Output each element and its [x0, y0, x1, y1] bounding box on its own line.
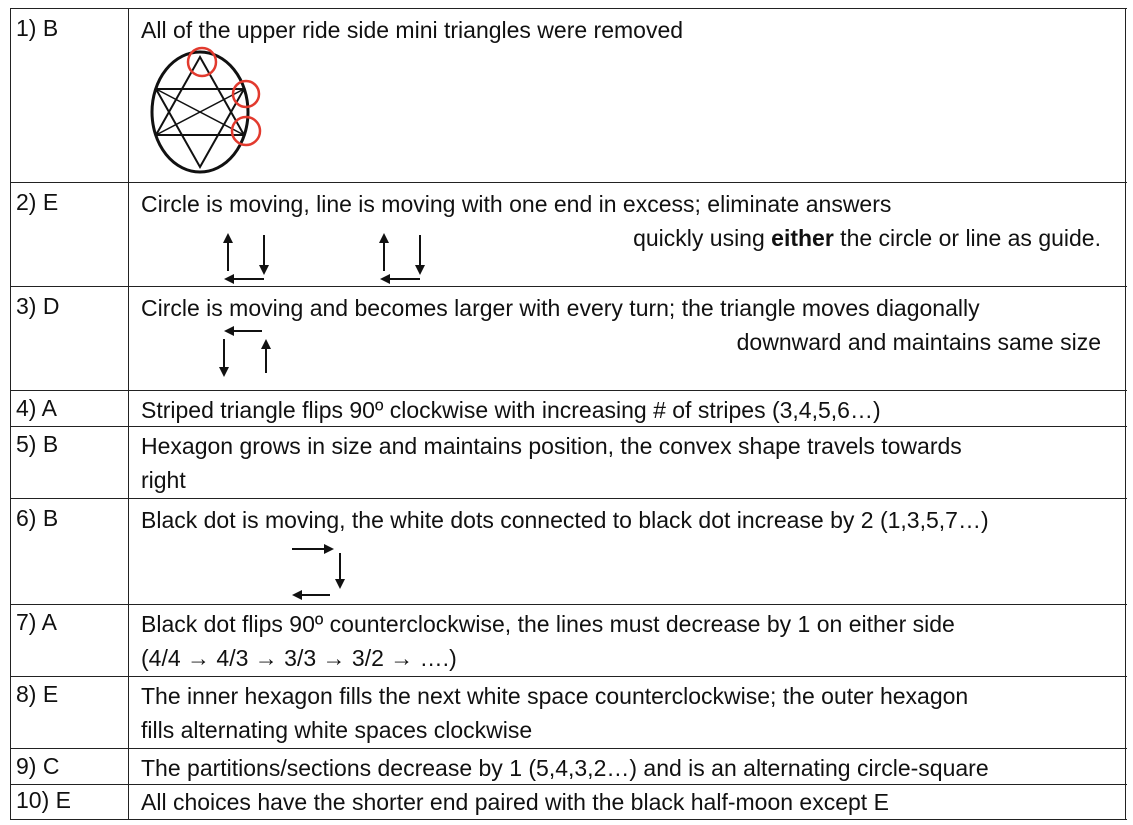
table-row: [10, 604, 1127, 677]
answer-number: 10) E: [16, 787, 71, 813]
explanation: All choices have the shorter end paired with the black half-moon except E: [141, 789, 889, 815]
explanation: The inner hexagon fills the next white space counterclockwise; the outer hexagon fills alternating white spaces clockwise: [141, 683, 969, 743]
star-of-david-diagram: [140, 47, 280, 177]
explanation: Striped triangle flips 90º clockwise with increasing # of stripes (3,4,5,6…): [141, 397, 881, 423]
arrow-icon: [290, 545, 350, 605]
explanation: The partitions/sections decrease by 1 (5,4,3,2…) and is an alternating circle-square: [141, 755, 989, 781]
table-row: [10, 182, 1127, 287]
table-row: [10, 8, 1127, 183]
table-row: [10, 390, 1127, 427]
table-row: [10, 426, 1127, 499]
arrow-icon: [218, 231, 278, 291]
explanation: Black dot flips 90º counterclockwise, the lines must decrease by 1 on either side (4/4 → 4/3 → 3/3 → 3/2 → ….): [141, 611, 955, 671]
table-row: [10, 676, 1127, 749]
answer-number: 6) B: [16, 505, 59, 531]
table-row: [10, 498, 1127, 605]
explanation: Circle is moving, line is moving with one end in excess; eliminate answers quickly using either the circle or line as guide.: [141, 191, 1101, 251]
table-row: [10, 286, 1127, 391]
answer-number: 2) E: [16, 189, 59, 215]
answer-number: 4) A: [16, 395, 57, 421]
answer-number: 3) D: [16, 293, 60, 319]
answer-number: 5) B: [16, 431, 59, 457]
table-row: [10, 784, 1127, 820]
explanation: Black dot is moving, the white dots connected to black dot increase by 2 (1,3,5,7…): [141, 507, 989, 533]
answer-number: 1) B: [16, 15, 59, 41]
answer-number: 9) C: [16, 753, 60, 779]
answer-table: [10, 8, 1127, 820]
explanation: All of the upper ride side mini triangles were removed: [141, 17, 684, 43]
explanation: Hexagon grows in size and maintains position, the convex shape travels towards right: [141, 433, 962, 493]
answer-number: 7) A: [16, 609, 57, 635]
arrow-icon: [214, 327, 274, 387]
explanation: Circle is moving and becomes larger with every turn; the triangle moves diagonally downward and maintains same size: [141, 295, 1101, 355]
arrow-icon: [374, 231, 434, 291]
table-row: [10, 748, 1127, 785]
answer-number: 8) E: [16, 681, 59, 707]
